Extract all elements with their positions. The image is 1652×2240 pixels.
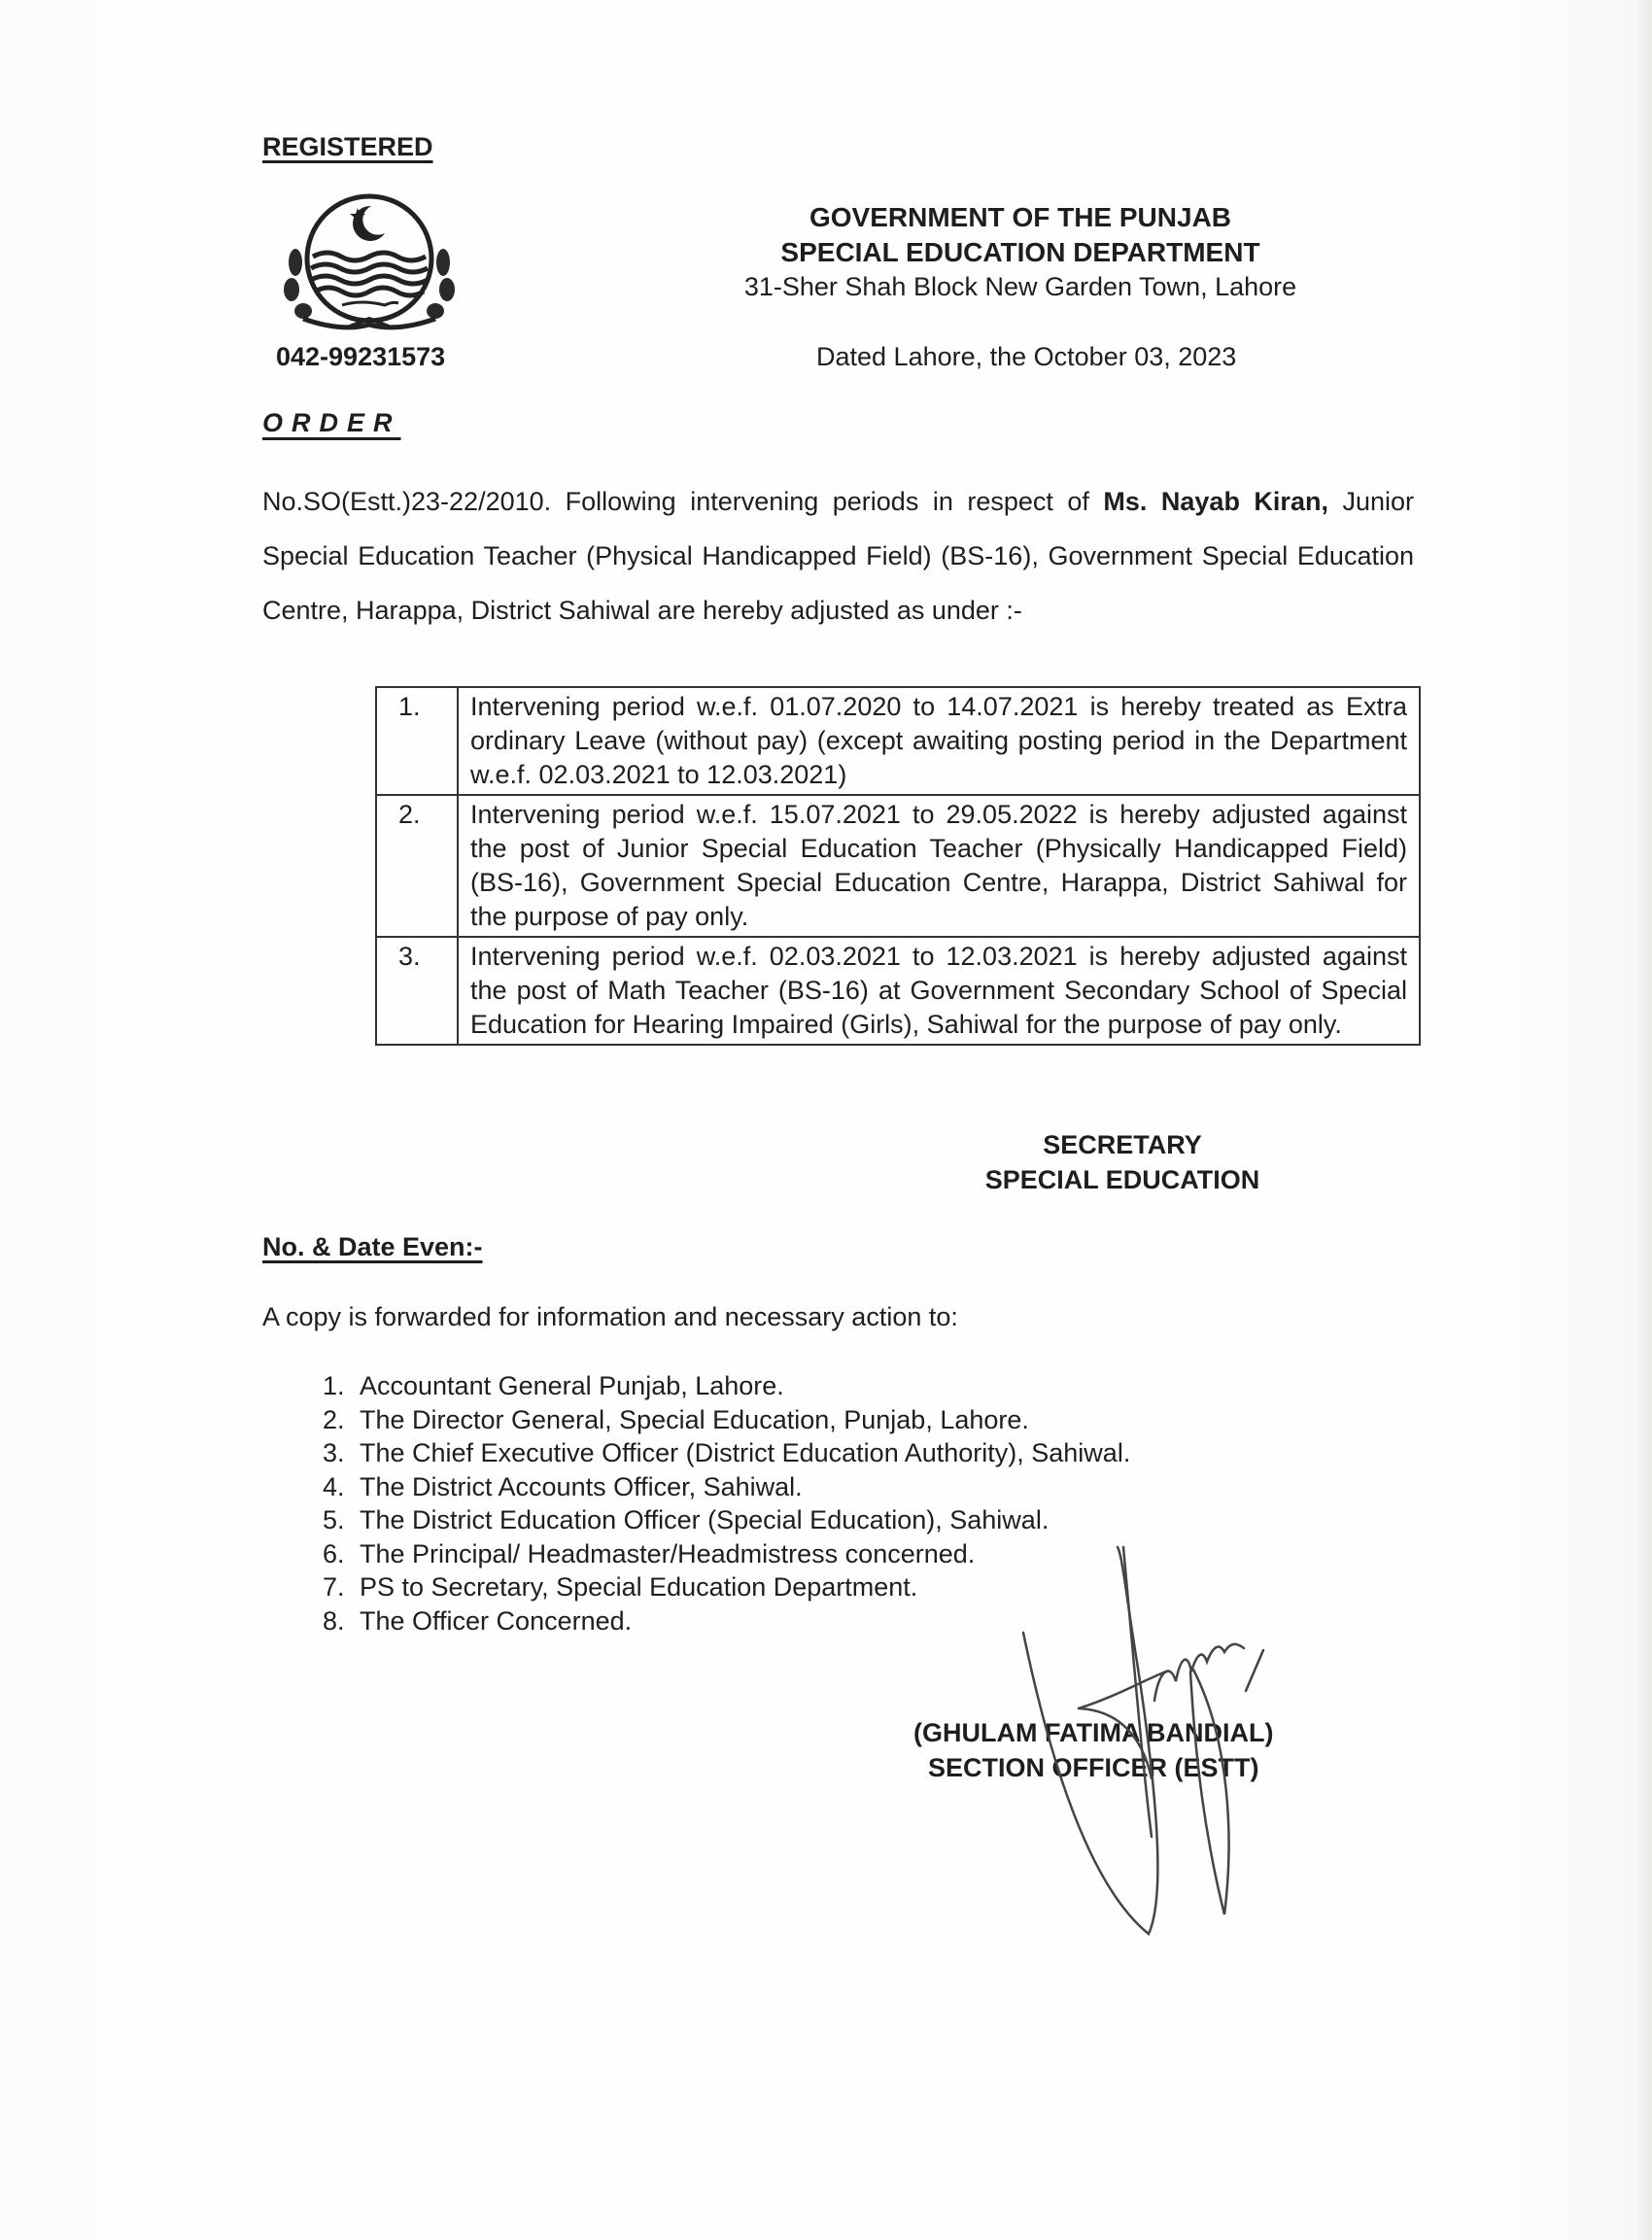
signature-icon: [933, 1545, 1360, 1953]
order-heading: ORDER: [262, 408, 401, 437]
list-item: 7. PS to Secretary, Special Education Department.: [352, 1570, 1130, 1604]
item-number: 1.: [376, 687, 458, 795]
no-date-even-heading: No. & Date Even:-: [262, 1232, 483, 1261]
list-item: 2. The Director General, Special Education, Punjab, Lahore.: [352, 1403, 1130, 1437]
list-item: 5. The District Education Officer (Special Education), Sahiwal.: [352, 1503, 1130, 1537]
phone-number: 042-99231573: [276, 342, 446, 371]
signatory-title: SECTION OFFICER (ESTT): [928, 1753, 1259, 1782]
copy-forwarded-intro: A copy is forwarded for information and necessary action to:: [262, 1302, 958, 1331]
table-row: [376, 687, 1420, 795]
government-title: GOVERNMENT OF THE PUNJAB: [809, 202, 1232, 232]
order-paragraph-part2: Junior Special Education Teacher (Physical Handicapped Field) (BS-16), Government Special Education Centre, Harappa, District Sahiwal are hereby adjusted as under :-: [262, 487, 1414, 625]
secretary-department: SPECIAL EDUCATION: [984, 1165, 1260, 1194]
department-address: 31-Sher Shah Block New Garden Town, Lahore: [743, 272, 1297, 301]
list-item: 1. Accountant General Punjab, Lahore.: [352, 1369, 1130, 1403]
item-text: Intervening period w.e.f. 15.07.2021 to 29.05.2022 is hereby adjusted against the post of Junior Special Education Teacher (Physically Handicapped Field) (BS-16), Government Special Education Centre, Harappa, District Sahiwal for the purpose of pay only.: [458, 795, 1420, 937]
department-title: SPECIAL EDUCATION DEPARTMENT: [780, 237, 1260, 267]
item-text: Intervening period w.e.f. 01.07.2020 to 14.07.2021 is hereby treated as Extra ordinary Leave (without pay) (except awaiting posting period in the Department w.e.f. 02.03.2021 to 12.03.2021): [458, 687, 1420, 795]
list-item: 6. The Principal/ Headmaster/Headmistress concerned.: [352, 1537, 1130, 1571]
list-item: 8. The Officer Concerned.: [352, 1604, 1130, 1638]
punjab-emblem-icon: [274, 185, 465, 340]
table-row: [376, 795, 1420, 937]
item-number: 3.: [376, 937, 458, 1045]
item-text: Intervening period w.e.f. 02.03.2021 to 12.03.2021 is hereby adjusted against the post of Math Teacher (BS-16) at Government Secondary School of Special Education for Hearing Impaired (Girls), Sahiwal for the purpose of pay only.: [458, 937, 1420, 1045]
item-number: 2.: [376, 795, 458, 937]
registered-label: REGISTERED: [262, 132, 433, 161]
signatory-name: (GHULAM FATIMA BANDIAL): [913, 1718, 1274, 1747]
page-edge-shadow: [1638, 0, 1652, 2240]
list-item: 3. The Chief Executive Officer (District Education Authority), Sahiwal.: [352, 1436, 1130, 1470]
dated-line: Dated Lahore, the October 03, 2023: [816, 342, 1237, 371]
secretary-title: SECRETARY: [1043, 1130, 1202, 1159]
list-item: 4. The District Accounts Officer, Sahiwal.: [352, 1470, 1130, 1504]
table-row: [376, 937, 1420, 1045]
adjustment-table: [375, 686, 1421, 1046]
order-paragraph: [262, 474, 1414, 638]
order-paragraph-part1: No.SO(Estt.)23-22/2010. Following intervening periods in respect of: [262, 487, 1104, 516]
person-name: Ms. Nayab Kiran,: [1103, 487, 1328, 516]
